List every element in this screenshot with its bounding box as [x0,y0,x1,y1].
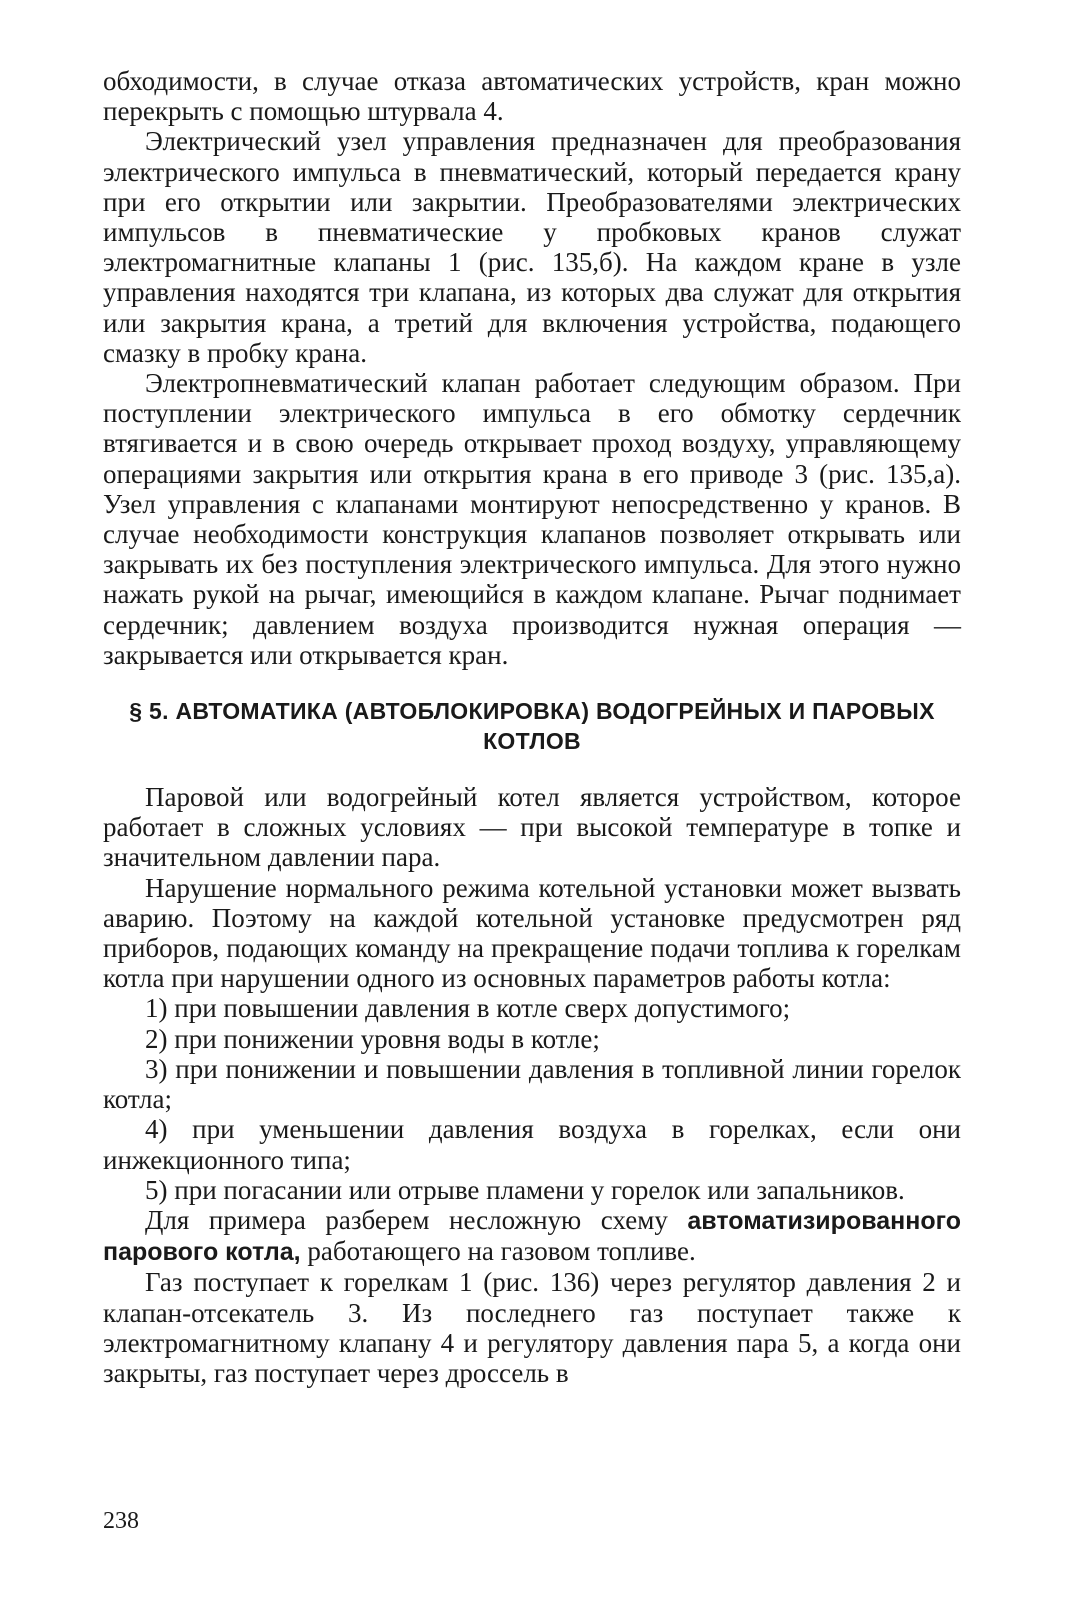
list-item: 1) при повышении давления в котле сверх допустимого; [145,993,791,1024]
paragraph-example [103,1205,961,1267]
example-text-after: работающего на газовом топливе. [300,1236,696,1267]
list-item: 2) при понижении уровня воды в котле; [145,1023,600,1054]
page-body [103,66,961,1388]
paragraph-gas-flow: Газ поступает к горелкам 1 (рис. 136) через регулятор давления 2 и клапан-отсекатель 3. Из последнего газ поступает также к электромагнитному клапану 4 и регулятору давления пара 5, а когда они закрыты, газ поступает через дроссель в [103,1267,961,1388]
paragraph-electropneumatic-valve: Электропневматический клапан работает следующим образом. При поступлении электрического импульса в его обмотку сердечник втягивается и в свою очередь открывает проход воздуху, управляющему операциями закрытия или открытия крана в его приводе 3 (рис. 135,а). Узел управления с клапанами монтируют непосредственно у кранов. В случае необходимости конструкция клапанов позволяет открывать или закрывать их без поступления электрического импульса. Для этого нужно нажать рукой на рычаг, имеющийся в каждом клапане. Рычаг поднимает сердечник; давлением воздуха производится нужная операция — закрывается или открывается кран. [103,368,961,670]
paragraph-electric-control-unit: Электрический узел управления предназначен для преобразования электрического импульса в пневматический, который передается крану при его открытии или закрытии. Преобразователями электрических импульсов в пневматические у пробковых кранов служат электромагнитные клапаны 1 (рис. 135,б). На каждом кране в узле управления находятся три клапана, из которых два служат для открытия или закрытия крана, а третий для включения устройства, подающего смазку в пробку крана. [103,126,961,368]
example-text-before: Для примера разберем несложную схему [145,1204,688,1235]
list-item: 5) при погасании или отрыве пламени у горелок или запальников. [145,1174,905,1205]
paragraph-continuation: обходимости, в случае отказа автоматических устройств, кран можно перекрыть с помощью штурвала 4. [103,66,961,127]
list-item: 4) при уменьшении давления воздуха в горелках, если они инжекционного типа; [103,1114,961,1175]
example-bold-term: автоматизированного парового котла, [103,1206,961,1267]
section-heading: § 5. АВТОМАТИКА (АВТОБЛОКИРОВКА) ВОДОГРЕЙНЫХ И ПАРОВЫХ КОТЛОВ [129,698,935,755]
list-item: 3) при понижении и повышении давления в топливной линии горелок котла; [103,1053,961,1115]
page-number: 238 [103,1508,139,1534]
paragraph-boiler-intro: Паровой или водогрейный котел является устройством, которое работает в сложных условиях — при высокой температуре в топке и значительном давлении пара. [103,782,961,873]
paragraph-boiler-safety: Нарушение нормального режима котельной установки может вызвать аварию. Поэтому на каждой котельной установке предусмотрен ряд приборов, подающих команду на прекращение подачи топлива к горелкам котла при нарушении одного из основных параметров работы котла: [103,872,961,994]
